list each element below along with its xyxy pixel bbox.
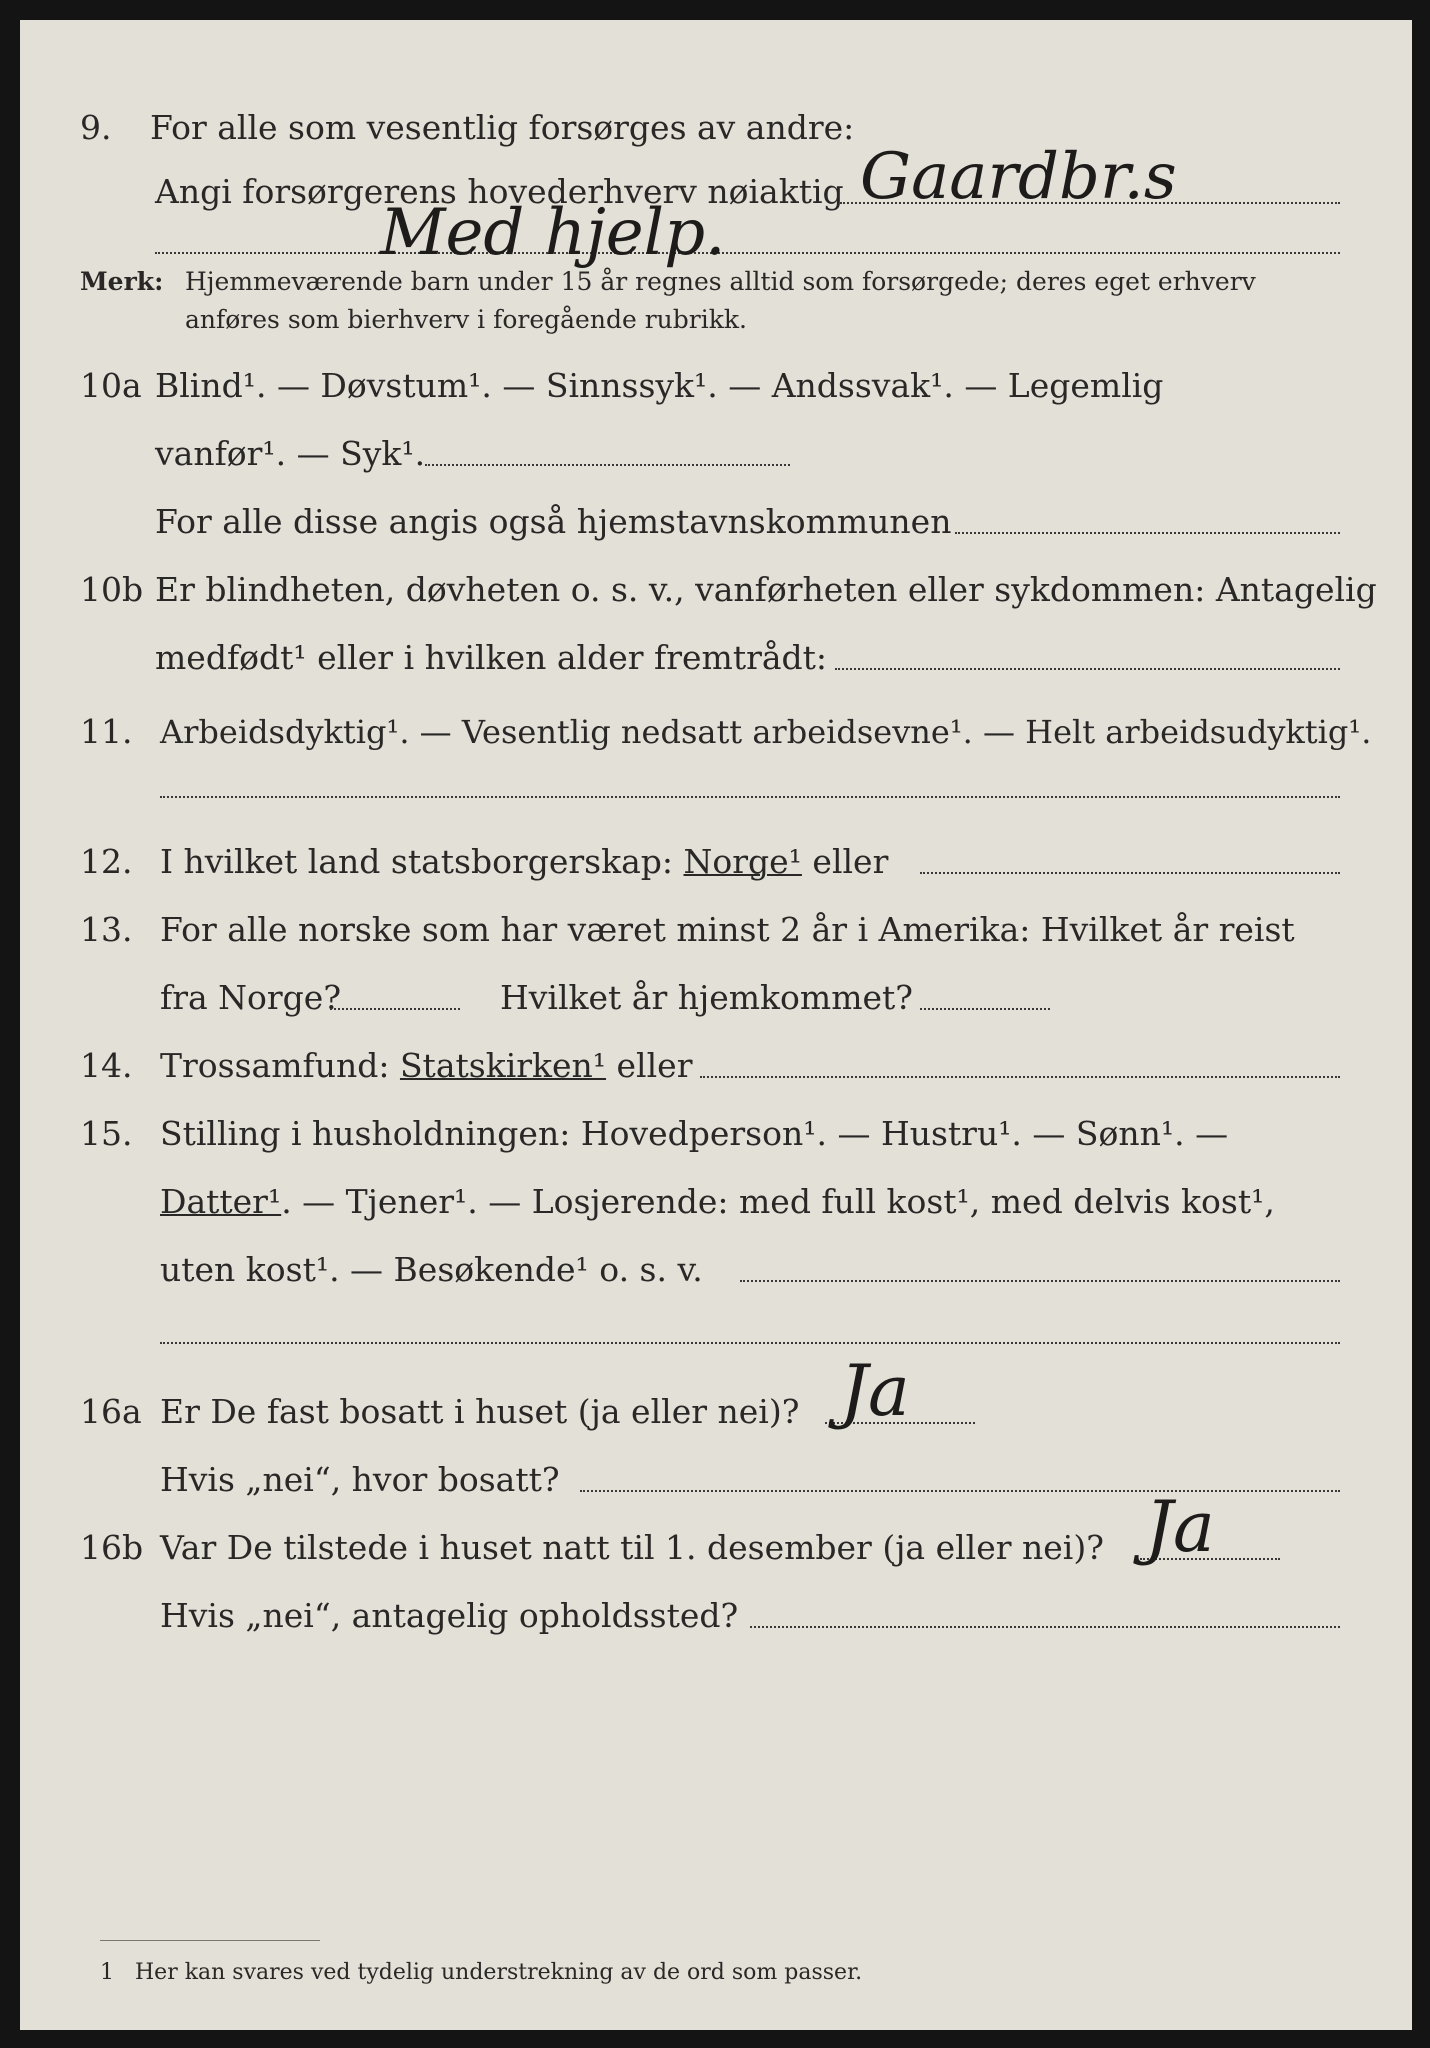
q16b-line1: Var De tilstede i huset natt til 1. desember (ja eller nei)? bbox=[160, 1528, 1104, 1567]
q12-line bbox=[160, 834, 888, 890]
answer-line bbox=[160, 1342, 1340, 1344]
q15-line3: uten kost¹. — Besøkende¹ o. s. v. bbox=[160, 1250, 703, 1289]
handwritten-answer: Med hjelp. bbox=[380, 196, 726, 270]
footnote-rule bbox=[100, 1940, 320, 1941]
answer-line bbox=[835, 668, 1340, 670]
underlined-answer: Norge¹ bbox=[683, 842, 802, 881]
item-number: 15. bbox=[80, 1114, 133, 1153]
item-number: 13. bbox=[80, 910, 133, 949]
census-form-page bbox=[20, 20, 1412, 2030]
answer-line bbox=[920, 1008, 1050, 1010]
q13-line2b: Hvilket år hjemkommet? bbox=[500, 978, 913, 1017]
q14-text: Trossamfund: bbox=[160, 1046, 390, 1085]
q10b-line1: Er blindheten, døvheten o. s. v., vanførheten eller sykdommen: Antagelig bbox=[155, 570, 1377, 609]
item-number: 9. bbox=[80, 108, 112, 147]
handwritten-answer: Ja bbox=[1145, 1486, 1215, 1568]
q9-text: For alle som vesentlig forsørges av andre: bbox=[150, 108, 855, 147]
q16a-line2: Hvis „nei“, hvor bosatt? bbox=[160, 1460, 560, 1499]
note-line: anføres som bierhverv i foregående rubrikk. bbox=[185, 305, 747, 334]
answer-line bbox=[920, 872, 1340, 874]
q10a-line1: Blind¹. — Døvstum¹. — Sinnssyk¹. — Andssvak¹. — Legemlig bbox=[155, 366, 1164, 405]
q13-line1: For alle norske som har været minst 2 år i Amerika: Hvilket år reist bbox=[160, 910, 1295, 949]
item-number: 10a bbox=[80, 366, 142, 405]
q11-line1: Arbeidsdyktig¹. — Vesentlig nedsatt arbeidsevne¹. — Helt arbeidsudyktig¹. bbox=[160, 713, 1372, 751]
answer-line bbox=[740, 1280, 1340, 1282]
answer-line bbox=[700, 1076, 1340, 1078]
q16b-line2: Hvis „nei“, antagelig opholdssted? bbox=[160, 1596, 739, 1635]
note-label: Merk: bbox=[80, 267, 164, 296]
item-number: 14. bbox=[80, 1046, 133, 1085]
item-number: 16b bbox=[80, 1528, 144, 1567]
answer-line bbox=[155, 252, 1340, 254]
footnote-mark: 1 bbox=[100, 1960, 114, 1985]
underlined-answer: Statskirken¹ bbox=[399, 1046, 607, 1085]
item-number: 10b bbox=[80, 570, 144, 609]
handwritten-answer: Gaardbr.s bbox=[860, 140, 1177, 214]
answer-line bbox=[955, 532, 1340, 534]
q10b-line2: medfødt¹ eller i hvilken alder fremtrådt: bbox=[155, 638, 828, 677]
item-number: 16a bbox=[80, 1392, 142, 1431]
q10a-line2: vanfør¹. — Syk¹. bbox=[155, 434, 426, 473]
q12-after: eller bbox=[812, 842, 889, 881]
q10a-line3: For alle disse angis også hjemstavnskommunen bbox=[155, 502, 952, 541]
item-number: 12. bbox=[80, 842, 133, 881]
q15-line1: Stilling i husholdningen: Hovedperson¹. — Hustru¹. — Sønn¹. — bbox=[160, 1114, 1229, 1153]
item-number: 11. bbox=[80, 712, 133, 751]
answer-line bbox=[425, 464, 790, 466]
q16a-line1: Er De fast bosatt i huset (ja eller nei)? bbox=[160, 1392, 800, 1431]
handwritten-answer: Ja bbox=[840, 1350, 910, 1432]
footnote-text: Her kan svares ved tydelig understrekning av de ord som passer. bbox=[134, 1960, 863, 1985]
q9-line2: Angi forsørgerens hovederhverv nøiaktig bbox=[155, 172, 844, 211]
q14-line bbox=[160, 1038, 692, 1094]
q14-after: eller bbox=[616, 1046, 693, 1085]
answer-line bbox=[580, 1490, 1340, 1492]
q12-text: I hvilket land statsborgerskap: bbox=[160, 842, 674, 881]
note-line: Hjemmeværende barn under 15 år regnes alltid som forsørgede; deres eget erhverv bbox=[185, 267, 1256, 296]
answer-line bbox=[750, 1626, 1340, 1628]
underlined-answer: Datter¹ bbox=[160, 1182, 282, 1221]
answer-line bbox=[160, 796, 1340, 798]
footnote bbox=[100, 1960, 862, 1985]
q13-line2a: fra Norge? bbox=[160, 978, 342, 1017]
q15-line2-rest: . — Tjener¹. — Losjerende: med full kost¹, med delvis kost¹, bbox=[281, 1182, 1275, 1221]
answer-line bbox=[330, 1008, 460, 1010]
q15-line2 bbox=[160, 1174, 1275, 1230]
